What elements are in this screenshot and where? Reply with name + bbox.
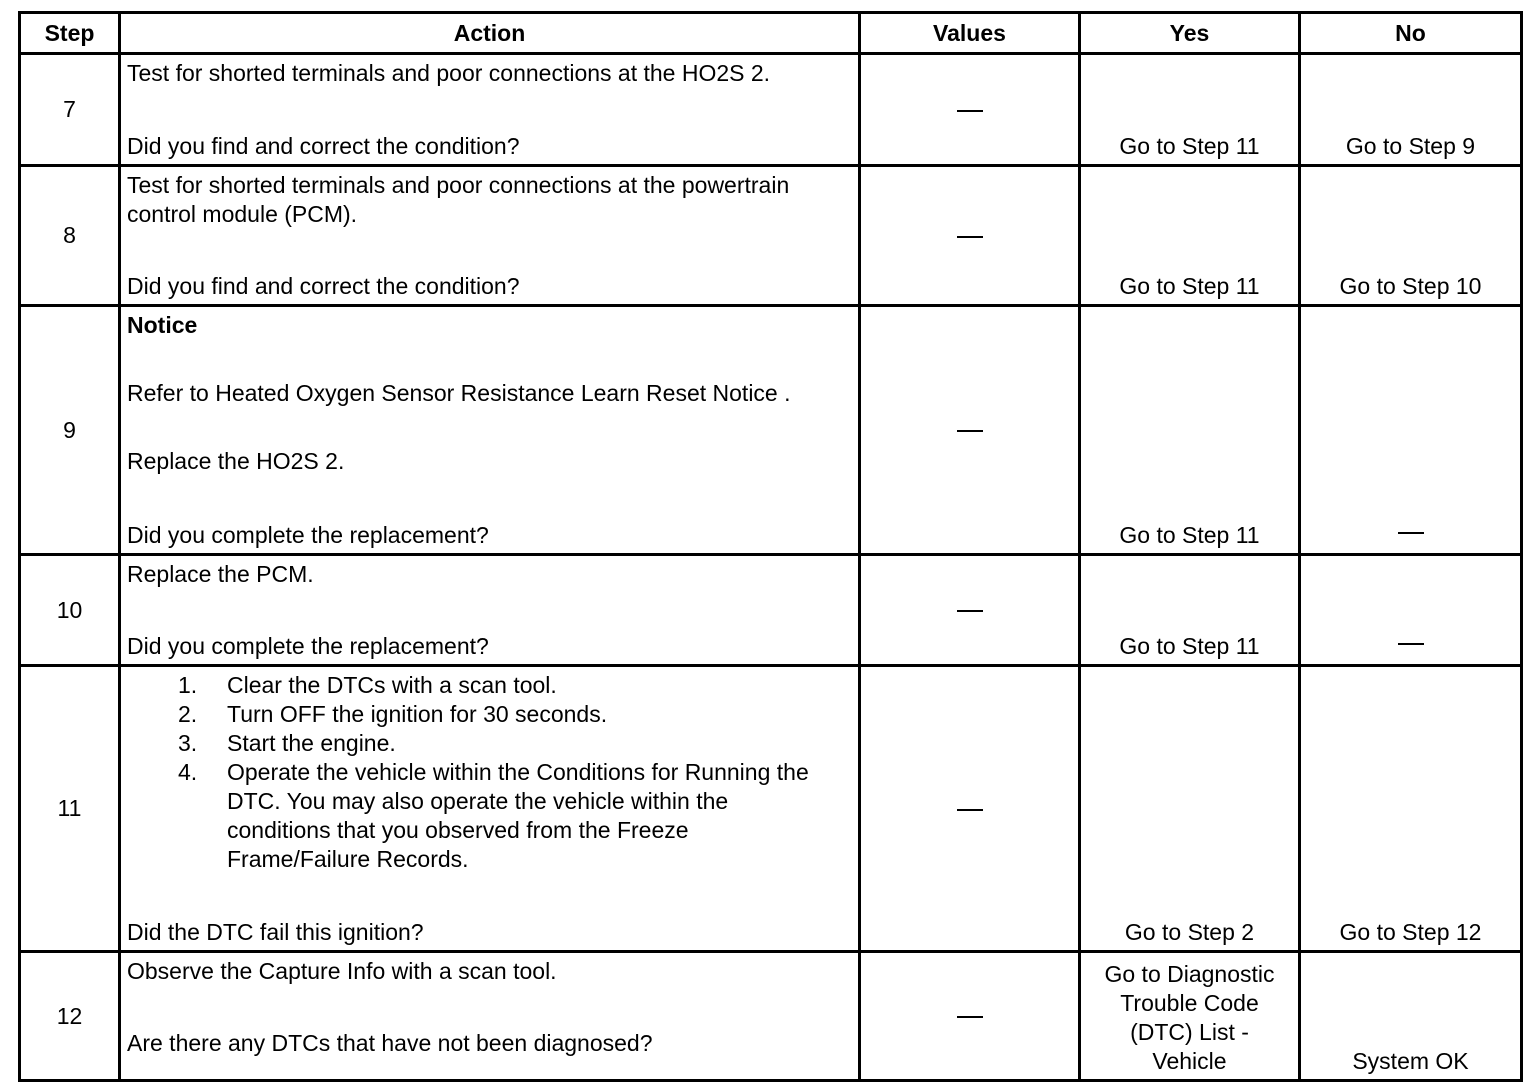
step-number: 11 [20, 666, 120, 952]
table-row-step-10 [20, 555, 1522, 666]
action-cell [120, 306, 860, 555]
header-no: No [1300, 13, 1522, 54]
dash-icon [957, 610, 983, 612]
no-cell: Go to Step 10 [1300, 166, 1522, 306]
instruction-list [127, 671, 852, 874]
no-cell [1300, 306, 1522, 555]
dash-icon [957, 236, 983, 238]
action-cell [120, 166, 860, 306]
action-cell [120, 666, 860, 952]
values-cell [860, 306, 1080, 555]
step-number: 12 [20, 952, 120, 1081]
dash-icon [1398, 643, 1424, 645]
yes-cell: Go to Step 2 [1080, 666, 1300, 952]
action-text: Replace the HO2S 2. [127, 448, 345, 474]
notice-label: Notice [127, 312, 198, 338]
list-item: 2. Turn OFF the ignition for 30 seconds. [178, 701, 608, 727]
values-cell [860, 666, 1080, 952]
list-item: 3. Start the engine. [178, 730, 396, 756]
diagnostic-table [18, 11, 1523, 1082]
table-row-step-7 [20, 54, 1522, 166]
table-row-step-8 [20, 166, 1522, 306]
step-number: 9 [20, 306, 120, 555]
dash-icon [957, 110, 983, 112]
step-number: 8 [20, 166, 120, 306]
yes-cell: Go to Step 11 [1080, 54, 1300, 166]
action-text: Test for shorted terminals and poor connections at the powertrain control module (PCM). [127, 172, 790, 227]
dash-icon [1398, 532, 1424, 534]
values-cell [860, 54, 1080, 166]
action-text: Test for shorted terminals and poor connections at the HO2S 2. [127, 60, 771, 86]
action-text: Observe the Capture Info with a scan tool. [127, 958, 557, 984]
list-item: 4. Operate the vehicle within the Conditions for Running the DTC. You may also operate the vehicle within the conditions that you observed from the Freeze Frame/Failure Records. [178, 759, 809, 872]
action-text: Replace the PCM. [127, 561, 314, 587]
yes-cell: Go to Step 11 [1080, 555, 1300, 666]
header-action: Action [120, 13, 860, 54]
header-yes: Yes [1080, 13, 1300, 54]
action-question: Did you complete the replacement? [127, 522, 489, 548]
action-question: Did you find and correct the condition? [127, 133, 520, 159]
action-question: Did you complete the replacement? [127, 633, 489, 659]
table-row-step-12 [20, 952, 1522, 1081]
header-values: Values [860, 13, 1080, 54]
values-cell [860, 952, 1080, 1081]
list-item: 1. Clear the DTCs with a scan tool. [178, 672, 557, 698]
action-cell [120, 555, 860, 666]
values-cell [860, 555, 1080, 666]
dash-icon [957, 1016, 983, 1018]
action-question: Did you find and correct the condition? [127, 273, 520, 299]
action-cell [120, 952, 860, 1081]
step-number: 7 [20, 54, 120, 166]
notice-text: Refer to Heated Oxygen Sensor Resistance Learn Reset Notice . [127, 380, 791, 406]
header-step: Step [20, 13, 120, 54]
yes-cell: Go to Step 11 [1080, 166, 1300, 306]
no-cell: System OK [1300, 952, 1522, 1081]
yes-cell: Go to Step 11 [1080, 306, 1300, 555]
dash-icon [957, 809, 983, 811]
values-cell [860, 166, 1080, 306]
action-question: Did the DTC fail this ignition? [127, 919, 424, 945]
action-cell [120, 54, 860, 166]
no-cell: Go to Step 9 [1300, 54, 1522, 166]
no-cell [1300, 555, 1522, 666]
step-number: 10 [20, 555, 120, 666]
table-row-step-11 [20, 666, 1522, 952]
action-question: Are there any DTCs that have not been diagnosed? [127, 1030, 653, 1056]
yes-cell: Go to Diagnostic Trouble Code (DTC) List - Vehicle [1080, 952, 1300, 1081]
no-cell: Go to Step 12 [1300, 666, 1522, 952]
dash-icon [957, 430, 983, 432]
table-row-step-9 [20, 306, 1522, 555]
header-row [20, 13, 1522, 54]
